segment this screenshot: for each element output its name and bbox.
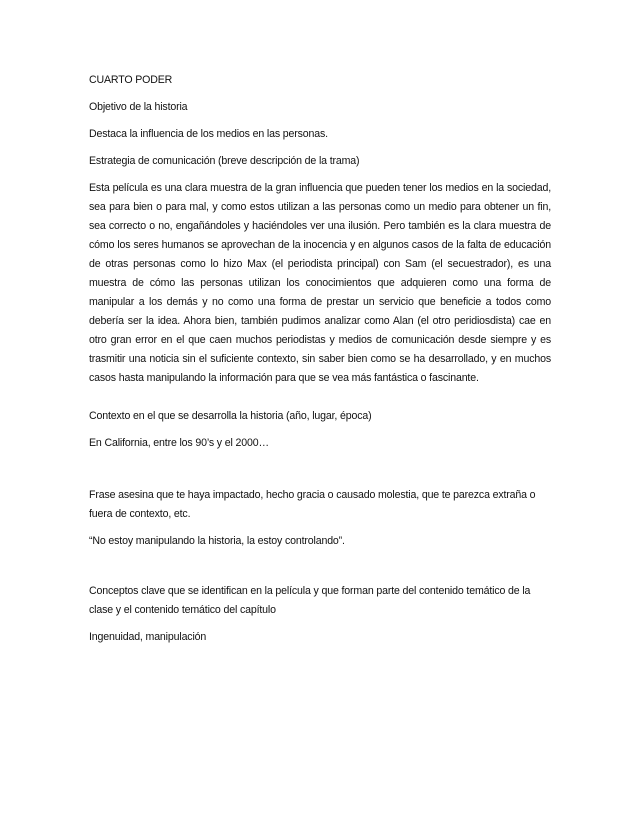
concepts-heading: Conceptos clave que se identifican en la película y que forman parte del contenido temático de la clase y el contenido temático del capítulo [89,585,531,616]
phrase-heading: Frase asesina que te haya impactado, hecho gracia o causado molestia, que te parezca extraña o fuera de contexto, etc. [89,489,536,520]
objective-heading: Objetivo de la historia [89,101,188,113]
phrase-text: “No estoy manipulando la historia, la estoy controlando”. [89,535,345,547]
context-heading: Contexto en el que se desarrolla la historia (año, lugar, época) [89,410,372,422]
context-text: En California, entre los 90’s y el 2000… [89,437,269,449]
objective-text: Destaca la influencia de los medios en las personas. [89,128,328,140]
concepts-text: Ingenuidad, manipulación [89,631,207,643]
strategy-text: Esta película es una clara muestra de la gran influencia que pueden tener los medios en la sociedad, sea para bien o para mal, y como estos utilizan a las personas como un medio para obtener un fin, sea correcto o no, engañándoles y haciéndoles ver una ilusión. Pero también es la clara muestra de cómo los seres humanos se aprovechan de la inocencia y en algunos casos de la falta de educación de otras personas como lo hizo Max (el periodista principal) con Sam (el secuestrador), es una muestra de cómo las personas utilizan los conocimientos que adquieren como una forma de manipular a los demás y no como una forma de prestar un servicio que beneficie a todos como debería ser la idea. Ahora bien, también pudimos analizar como Alan (el otro peridiosdista) cae en otro gran error en el que caen muchos periodistas y medios de comunicación desde siempre y es trasmitir una noticia sin el suficiente contexto, sin saber bien como se ha desarrollado, y en muchos casos hasta manipulando la información para que se vea más fantástica o fascinante. [89,182,551,384]
document-title: CUARTO PODER [89,74,173,86]
strategy-heading: Estrategia de comunicación (breve descripción de la trama) [89,155,360,167]
